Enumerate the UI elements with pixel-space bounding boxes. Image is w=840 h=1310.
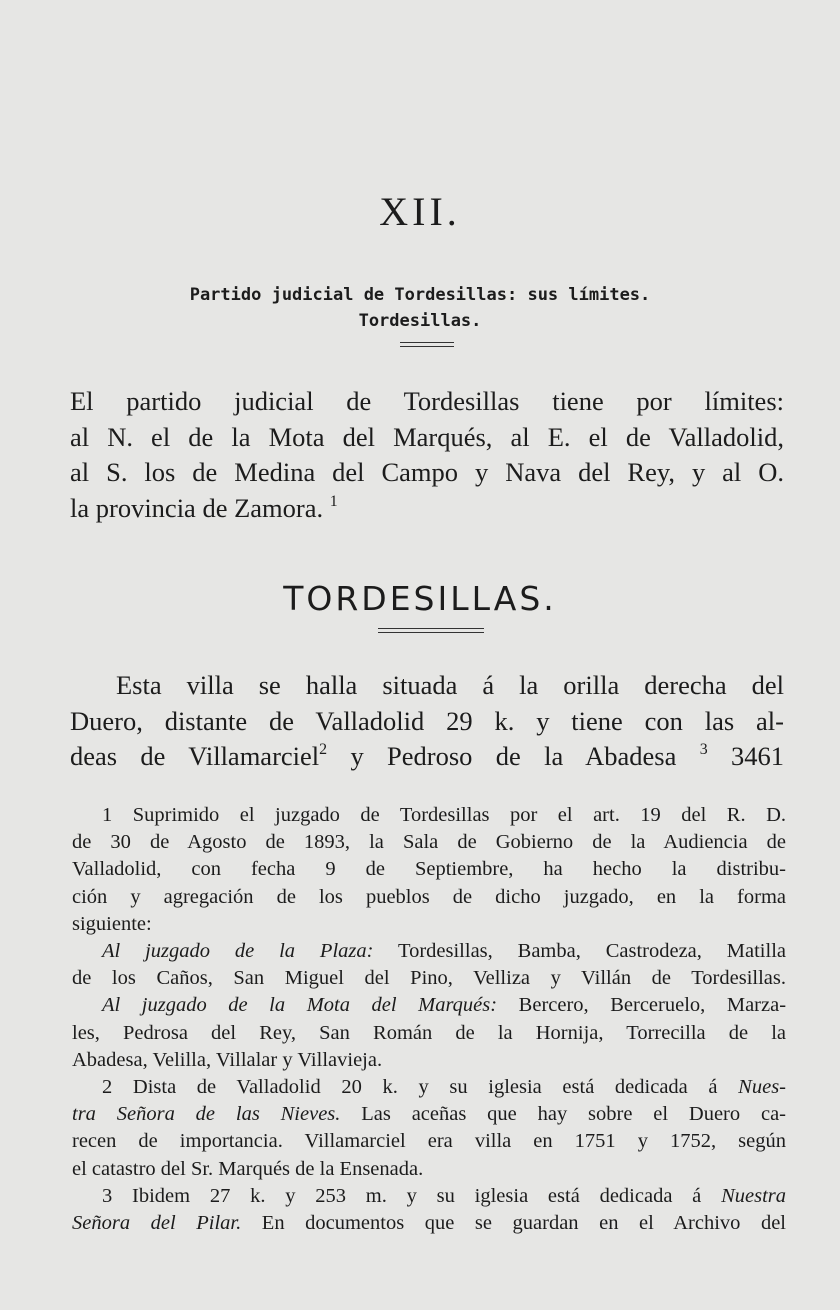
body-line [70, 739, 784, 775]
footnote-line: siguiente: [72, 912, 152, 935]
chapter-subtitle-town: Tordesillas. [358, 311, 482, 331]
footnote-text: 3 Ibidem 27 k. y 253 m. y su iglesia está dedicada á [102, 1184, 702, 1207]
footnote-ref: 2 [319, 740, 328, 758]
footnote-text: 2 Dista de Valladolid 20 k. y su iglesia está dedicada á [102, 1076, 718, 1099]
italic-text: Señora del Pilar. [72, 1212, 242, 1235]
town-heading: TORDESILLAS. [283, 579, 557, 618]
footnote-ref: 3 [699, 740, 708, 758]
intro-line [70, 491, 784, 527]
intro-line: El partido judicial de Tordesillas tiene por límites: [70, 386, 784, 416]
footnote-line: les, Pedrosa del Rey, San Román de la Hornija, Torrecilla de la [72, 1021, 786, 1044]
footnotes [72, 802, 786, 1237]
footnote-line: Abadesa, Velilla, Villalar y Villavieja. [72, 1048, 383, 1071]
body-text: y Pedroso de la Abadesa [350, 741, 677, 771]
chapter-number: XII. [379, 189, 461, 234]
body-line: Duero, distante de Valladolid 29 k. y tiene con las al- [70, 705, 784, 736]
italic-label: Al juzgado de la Plaza: [102, 940, 374, 963]
italic-text: tra Señora de las Nieves. [72, 1103, 341, 1126]
footnote-line [72, 938, 786, 965]
footnote-line: el catastro del Sr. Marqués de la Ensenada. [72, 1157, 424, 1180]
footnote-line [72, 1074, 786, 1101]
footnote-line: de 30 de Agosto de 1893, la Sala de Gobierno de la Audiencia de [72, 831, 786, 854]
chapter-subtitle: Partido judicial de Tordesillas: sus límites. [189, 285, 651, 305]
body-paragraph [70, 668, 784, 775]
footnote-line [72, 992, 786, 1019]
divider [400, 342, 454, 347]
footnote-text: Bercero, Berceruelo, Marza- [518, 994, 787, 1017]
footnote-ref: 1 [329, 492, 338, 510]
footnote-text: Las aceñas que hay sobre el Duero ca- [361, 1103, 787, 1126]
footnote-text: Tordesillas, Bamba, Castrodeza, Matilla [397, 940, 786, 963]
footnote-line: de los Caños, San Miguel del Pino, Velliza y Villán de Tordesillas. [72, 967, 786, 990]
footnote-line: recen de importancia. Villamarciel era villa en 1751 y 1752, según [72, 1130, 786, 1153]
footnote-line [72, 1101, 786, 1128]
footnote-line [72, 1210, 786, 1237]
footnote-line [72, 1183, 786, 1210]
footnote-text: En documentos que se guardan en el Archivo del [261, 1212, 786, 1235]
body-line: Esta villa se halla situada á la orilla derecha del [116, 670, 784, 700]
italic-text: Nuestra [721, 1184, 786, 1207]
body-text: 3461 [731, 741, 785, 771]
italic-text: Nues- [738, 1076, 786, 1099]
italic-label: Al juzgado de la Mota del Marqués: [102, 994, 498, 1017]
body-text: deas de Villamarciel [70, 741, 320, 771]
intro-line: al S. los de Medina del Campo y Nava del Rey, y al O. [70, 457, 784, 487]
footnote-line: Valladolid, con fecha 9 de Septiembre, ha hecho la distribu- [72, 858, 786, 881]
intro-line: al N. el de la Mota del Marqués, al E. el de Valladolid, [70, 421, 784, 452]
divider [378, 628, 484, 633]
intro-text: la provincia de Zamora. [70, 492, 324, 523]
footnote-line: 1 Suprimido el juzgado de Tordesillas por el art. 19 del R. D. [102, 804, 786, 826]
intro-paragraph [70, 384, 784, 526]
footnote-line: ción y agregación de los pueblos de dicho juzgado, en la forma [72, 885, 786, 908]
